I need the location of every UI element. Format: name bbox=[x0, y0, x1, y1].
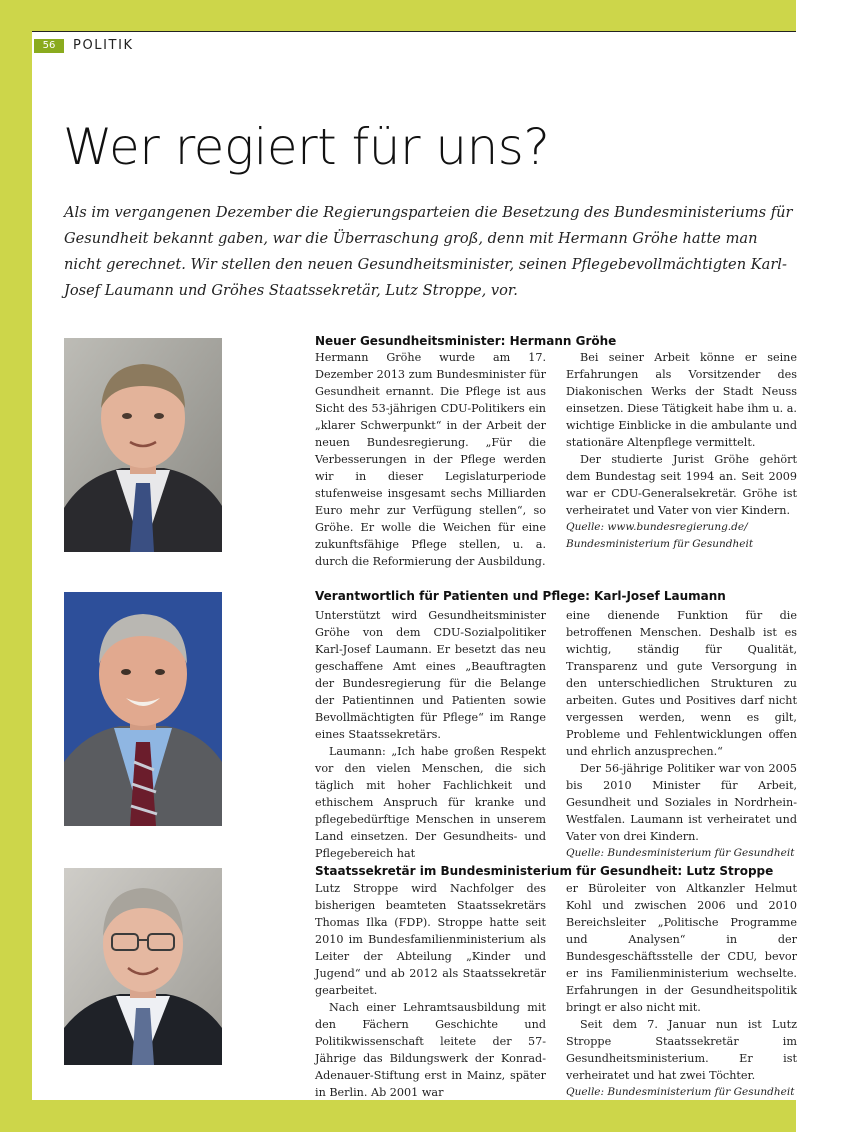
paragraph: eine dienende Funktion für die betroffenen Menschen. Deshalb ist es wichtig, ständig für Qualität, Transparenz und gute Versorgung in den unterschiedlichen Strukturen zu arbeiten. Gutes und Positives darf nicht vergessen werden, wenn es gilt, Probleme und Fehlentwicklungen offen und ehrlich anzusprechen.“ bbox=[566, 609, 797, 758]
paragraph: Seit dem 7. Januar nun ist Lutz Stroppe Staatssekretär im Gesundheitsministerium. Er ist verheiratet und hat zwei Töchter. bbox=[566, 1018, 797, 1082]
lead-paragraph: Als im vergangenen Dezember die Regierungsparteien die Besetzung des Bundesministeriums für Gesundheit bekannt gaben, war die Überraschung groß, denn mit Hermann Gröhe hatte man nicht gerechnet. Wir stellen den neuen Gesundheitsminister, seinen Pflegebevollmächtigten Karl-Josef Laumann und Gröhes Staatssekretär, Lutz Stroppe, vor. bbox=[64, 204, 793, 299]
source-note: Quelle: www.bundesregierung.de/ Bundesministerium für Gesundheit bbox=[566, 521, 754, 550]
text-column-stroppe-1 bbox=[315, 880, 546, 1101]
page-title: Wer regiert für uns? bbox=[63, 118, 550, 176]
text-column-laumann-2 bbox=[566, 607, 797, 862]
paragraph: er Büroleiter von Altkanzler Helmut Kohl und zwischen 2006 und 2010 Bereichsleiter „Politische Programme und Analysen“ in der Bundesgeschäftsstelle der CDU, bevor er ins Familienministerium wechselte. Erfahrungen in der Gesundheitspolitik bringt er also nicht mit. bbox=[566, 882, 797, 1014]
paragraph: Der 56-jährige Politiker war von 2005 bis 2010 Minister für Arbeit, Gesundheit und Soziales in Nordrhein-Westfalen. Laumann ist verheiratet und Vater von drei Kindern. bbox=[566, 762, 797, 843]
accent-band-top bbox=[32, 0, 796, 31]
paragraph: Der studierte Jurist Gröhe gehört dem Bundestag seit 1994 an. Seit 2009 war er CDU-Generalsekretär. Gröhe ist verheiratet und Vater von vier Kindern. bbox=[566, 453, 797, 517]
source-note: Quelle: Bundesministerium für Gesundheit bbox=[566, 1086, 795, 1098]
text-column-groehe-1 bbox=[315, 349, 546, 570]
paragraph: Unterstützt wird Gesundheitsminister Gröhe von dem CDU-Sozialpolitiker Karl-Josef Laumann. Er besetzt das neu geschaffene Amt eines „Beauftragten der Bundesregierung für die Belange der Patientinnen und Patienten sowie Bevollmächtigten für Pflege“ im Range eines Staatssekretärs. bbox=[315, 609, 546, 741]
section-heading-laumann: Verantwortlich für Patienten und Pflege: Karl-Josef Laumann bbox=[315, 589, 726, 603]
text-column-stroppe-2 bbox=[566, 880, 797, 1101]
text-column-groehe-2 bbox=[566, 349, 797, 553]
text-column-laumann-1 bbox=[315, 607, 546, 862]
accent-band-left bbox=[0, 0, 32, 1132]
paragraph: Nach einer Lehramtsausbildung mit den Fächern Geschichte und Politikwissenschaft leitete der 57-Jährige das Bildungswerk der Konrad-Adenauer-Stiftung erst in Mainz, später in Berlin. Ab 2001 war bbox=[315, 1001, 546, 1099]
portrait-laumann bbox=[64, 592, 222, 826]
paragraph: Laumann: „Ich habe großen Respekt vor den vielen Menschen, die sich täglich mit hoher Fachlichkeit und ethischem Anspruch für kranke und pflegebedürftige Menschen in unserem Land einsetzen. Der Gesundheits- und Pflegebereich hat bbox=[315, 745, 546, 860]
page-number: 56 bbox=[34, 39, 64, 53]
portrait-groehe bbox=[64, 338, 222, 552]
portrait-stroppe bbox=[64, 868, 222, 1065]
source-note: Quelle: Bundesministerium für Gesundheit bbox=[566, 847, 795, 859]
section-label: POLITIK bbox=[73, 38, 134, 53]
paragraph: Bei seiner Arbeit könne er seine Erfahrungen als Vorsitzender des Diakonischen Werks der Stadt Neuss einsetzen. Diese Tätigkeit habe ihm u. a. wichtige Einblicke in die ambulante und stationäre Altenpflege vermittelt. bbox=[566, 351, 797, 449]
paragraph: Lutz Stroppe wird Nachfolger des bisherigen beamteten Staatssekretärs Thomas Ilka (FDP). Stroppe hatte seit 2010 im Bundesfamilienministerium als Leiter der Abteilung „Kinder und Jugend“ und ab 2012 als Staatssekretär gearbeitet. bbox=[315, 882, 546, 997]
paragraph: Hermann Gröhe wurde am 17. Dezember 2013 zum Bundesminister für Gesundheit ernannt. Die Pflege ist aus Sicht des 53-jährigen CDU-Politikers ein „klarer Schwerpunkt“ in der Arbeit der neuen Bundesregierung. „Für die Verbesserungen in der Pflege werden wir in dieser Legislaturperiode stufenweise insgesamt sechs Milliarden Euro mehr zur Verfügung stellen“, so Gröhe. Er wolle die Weichen für eine zukunftsfähige Pflege stellen, u. a. durch die Reformierung der Ausbildung. bbox=[315, 351, 546, 568]
section-heading-stroppe: Staatssekretär im Bundesministerium für Gesundheit: Lutz Stroppe bbox=[315, 864, 774, 878]
header-rule bbox=[32, 31, 796, 32]
accent-band-bottom bbox=[32, 1100, 796, 1132]
section-heading-groehe: Neuer Gesundheitsminister: Hermann Gröhe bbox=[315, 334, 617, 348]
